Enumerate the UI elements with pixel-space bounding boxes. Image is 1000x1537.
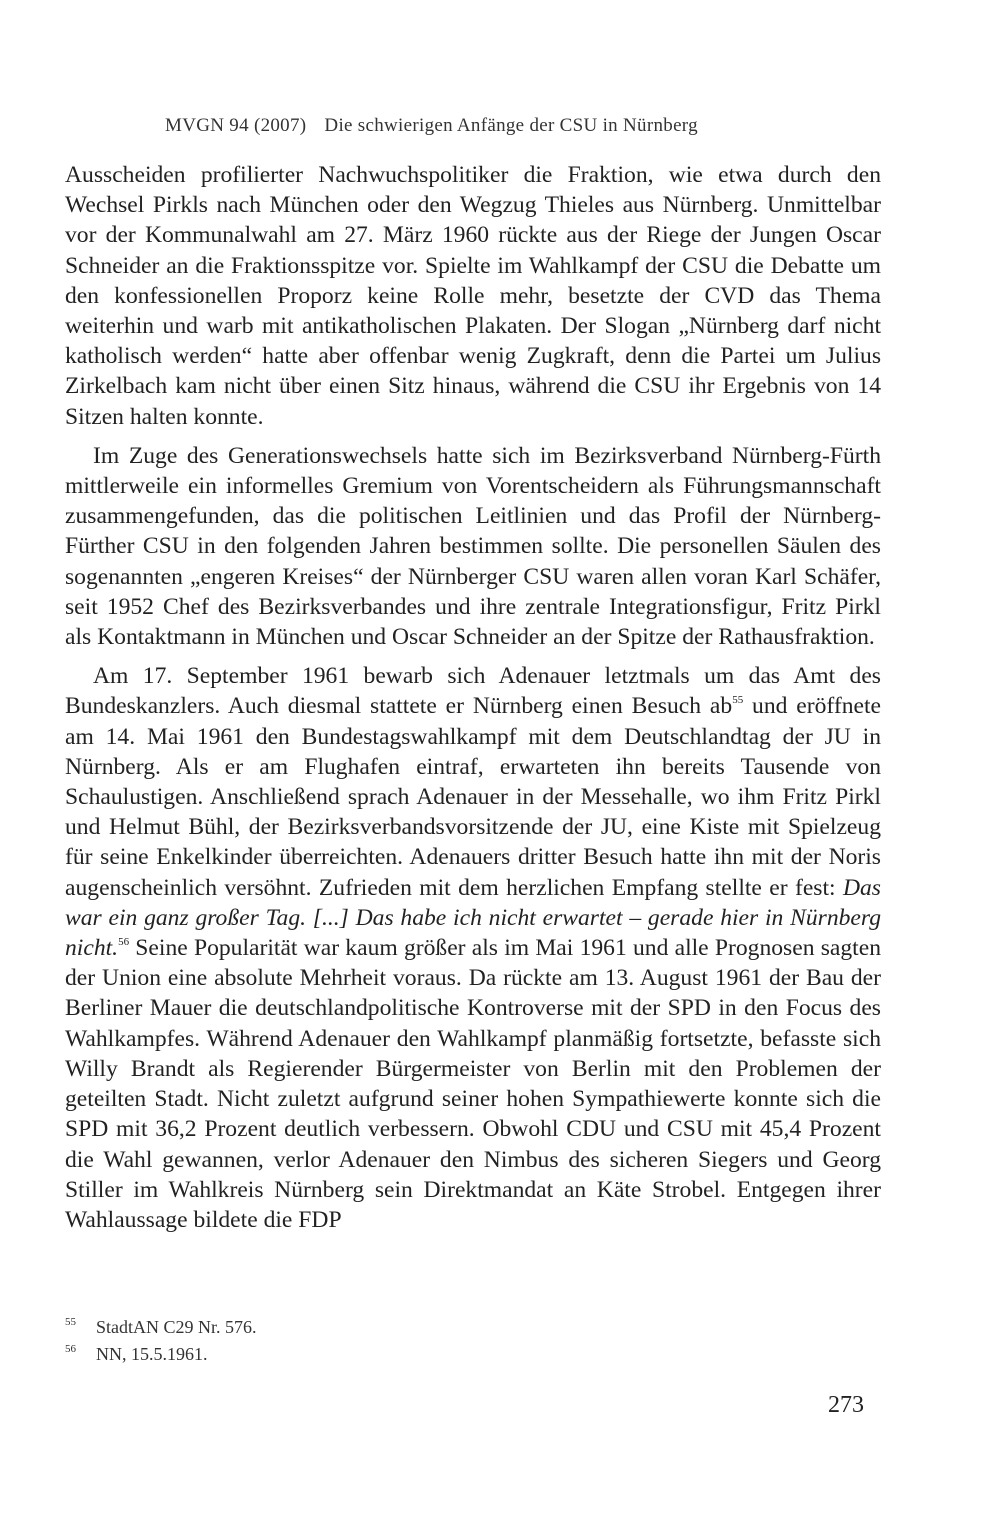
footnote-number: 55 — [65, 1316, 76, 1328]
article-title: Die schwierigen Anfänge der CSU in Nürnberg — [324, 115, 698, 136]
footnote-text: NN, 15.5.1961. — [96, 1344, 208, 1364]
adenauer-quote: Das war ein ganz großer Tag. [...] Das habe ich nicht erwartet – gerade hier in Nürnberg nicht. — [65, 874, 881, 962]
paragraph-1: Ausscheiden profilierter Nachwuchspolitiker die Fraktion, wie etwa durch den Wechsel Pirkls nach München oder den Wegzug Thieles aus Nürnberg. Unmittelbar vor der Kommunalwahl am 27. März 1960 rückte aus der Riege der Jungen Oscar Schneider an die Fraktionsspitze vor. Spielte im Wahlkampf der CSU die Debatte um den konfessionellen Proporz keine Rolle mehr, besetzte der CVD das Thema weiterhin und warb mit antikatholischen Plakaten. Der Slogan „Nürnberg darf nicht katholisch werden“ hatte aber offenbar wenig Zugkraft, denn die Partei um Julius Zirkelbach kam nicht über einen Sitz hinaus, während die CSU ihr Ergebnis von 14 Sitzen halten konnte. — [65, 162, 881, 430]
footnote-number: 56 — [65, 1343, 76, 1355]
page-number: 273 — [828, 1392, 864, 1418]
journal-reference: MVGN 94 (2007) — [165, 115, 307, 136]
paragraph-2: Im Zuge des Generationswechsels hatte sich im Bezirksverband Nürnberg-Fürth mittlerweile ein informelles Gremium von Vorentscheidern als Führungsmannschaft zusammengefunden, das die politischen Leitlinien und das Profil der Nürnberg-Fürther CSU in den folgenden Jahren bestimmen sollte. Die personellen Säulen des sogenannten „engeren Kreises“ der Nürnberger CSU waren allen voran Karl Schäfer, seit 1952 Chef des Bezirksverbandes und ihre zentrale Integrationsfigur, Fritz Pirkl als Kontaktmann in München und Oscar Schneider an der Spitze der Rathausfraktion. — [65, 442, 881, 651]
paragraph-3-part-2: und eröffnete am 14. Mai 1961 den Bundestagswahlkampf mit dem Deutschlandtag der JU in Nürnberg. Als er am Flughafen eintraf, erwarteten ihn bereits Tausende von Schaulustigen. Anschließend sprach Adenauer in der Messehalle, wo ihm Fritz Pirkl und Helmut Bühl, der Bezirksverbandsvorsitzende der JU, eine Kiste mit Spielzeug für seine Enkelkinder überreichten. Adenauers dritter Besuch hatte ihn mit der Noris augenscheinlich versöhnt. Zufrieden mit dem herzlichen Empfang stellte er fest: — [65, 693, 881, 901]
footnote-text: StadtAN C29 Nr. 576. — [96, 1317, 257, 1337]
paragraph-3-part-3: Seine Popularität war kaum größer als im Mai 1961 und alle Prognosen sagten der Union eine absolute Mehrheit voraus. Da rückte am 13. August 1961 der Bau der Berliner Mauer die deutschlandpolitische Kontroverse mit der SPD in den Focus des Wahlkampfes. Während Adenauer den Wahlkampf planmäßig fortsetzte, befasste sich Willy Brandt als Regierender Bürgermeister von Berlin mit den Problemen der geteilten Stadt. Nicht zuletzt aufgrund seiner hohen Sympathiewerte konnte sich die SPD mit 36,2 Prozent deutlich verbessern. Obwohl CDU und CSU mit 45,4 Prozent die Wahl gewannen, verlor Adenauer den Nimbus des sicheren Siegers und Georg Stiller im Wahlkreis Nürnberg sein Direktmandat an Käte Strobel. Entgegen ihrer Wahlaussage bildete die FDP — [65, 935, 881, 1233]
running-head — [165, 115, 885, 137]
footnote-55 — [65, 1315, 881, 1342]
footnotes — [65, 1315, 881, 1369]
footnote-ref-56: 56 — [118, 936, 130, 949]
footnote-ref-55: 55 — [732, 694, 744, 707]
paragraph-3-part-1: Am 17. September 1961 bewarb sich Adenauer letztmals um das Amt des Bundeskanzlers. Auch diesmal stattete er Nürnberg einen Besuch ab — [65, 663, 881, 720]
paragraph-3 — [65, 661, 881, 1235]
footnote-56 — [65, 1342, 881, 1369]
body-text — [65, 160, 881, 1235]
